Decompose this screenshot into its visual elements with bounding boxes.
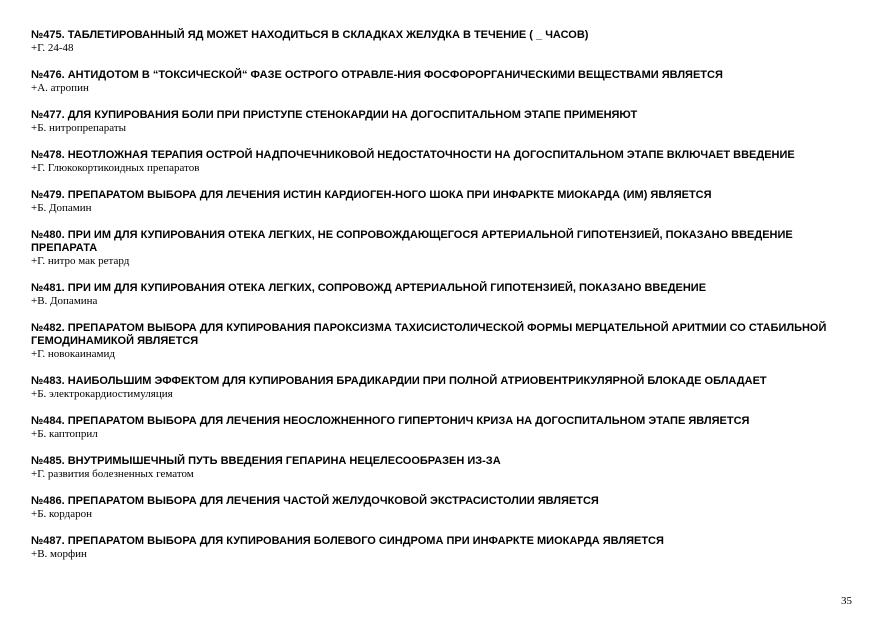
answer-text: +Г. Глюкокортикоидных препаратов bbox=[31, 162, 200, 174]
answer-text: +Г. 24-48 bbox=[31, 42, 74, 54]
question-item bbox=[31, 535, 861, 561]
question-text: №485. ВНУТРИМЫШЕЧНЫЙ ПУТЬ ВВЕДЕНИЯ ГЕПАРИНА НЕЦЕЛЕСООБРАЗЕН ИЗ-ЗА bbox=[31, 455, 501, 467]
question-item bbox=[31, 149, 861, 175]
answer-text: +В. Допамина bbox=[31, 295, 98, 307]
question-item bbox=[31, 69, 861, 95]
answer-text: +Б. электрокардиостимуляция bbox=[31, 388, 173, 400]
answer-text: +Б. Допамин bbox=[31, 202, 92, 214]
question-text: №476. АНТИДОТОМ В “ТОКСИЧЕСКОЙ“ ФАЗЕ ОСТРОГО ОТРАВЛЕ-НИЯ ФОСФОРОРГАНИЧЕСКИМИ ВЕЩЕСТВАМИ ЯВЛЯЕТСЯ bbox=[31, 69, 723, 81]
question-item bbox=[31, 109, 861, 135]
answer-text: +Б. каптоприл bbox=[31, 428, 98, 440]
question-item bbox=[31, 229, 861, 268]
answer-text: +Б. кордарон bbox=[31, 508, 93, 520]
question-text: №484. ПРЕПАРАТОМ ВЫБОРА ДЛЯ ЛЕЧЕНИЯ НЕОСЛОЖНЕННОГО ГИПЕРТОНИЧ КРИЗА НА ДОГОСПИТАЛЬНОМ ЭТАПЕ ЯВЛЯЕТСЯ bbox=[31, 415, 750, 427]
question-item bbox=[31, 282, 861, 308]
question-item bbox=[31, 322, 861, 361]
answer-text: +В. морфин bbox=[31, 548, 87, 560]
question-text: №475. ТАБЛЕТИРОВАННЫЙ ЯД МОЖЕТ НАХОДИТЬСЯ В СКЛАДКАХ ЖЕЛУДКА В ТЕЧЕНИЕ ( _ ЧАСОВ) bbox=[31, 29, 589, 41]
question-item bbox=[31, 189, 861, 215]
question-item bbox=[31, 29, 861, 55]
question-text: №481. ПРИ ИМ ДЛЯ КУПИРОВАНИЯ ОТЕКА ЛЕГКИХ, СОПРОВОЖД АРТЕРИАЛЬНОЙ ГИПОТЕНЗИЕЙ, ПОКАЗАНО ВВЕДЕНИЕ bbox=[31, 282, 707, 294]
question-list bbox=[31, 29, 861, 575]
question-text: №483. НАИБОЛЬШИМ ЭФФЕКТОМ ДЛЯ КУПИРОВАНИЯ БРАДИКАРДИИ ПРИ ПОЛНОЙ АТРИОВЕНТРИКУЛЯРНОЙ БЛОКАДЕ ОБЛАДАЕТ bbox=[31, 375, 767, 387]
question-text: №479. ПРЕПАРАТОМ ВЫБОРА ДЛЯ ЛЕЧЕНИЯ ИСТИН КАРДИОГЕН-НОГО ШОКА ПРИ ИНФАРКТЕ МИОКАРДА (ИМ) ЯВЛЯЕТСЯ bbox=[31, 189, 712, 201]
answer-text: +Г. нитро мак ретард bbox=[31, 255, 130, 267]
answer-text: +Г. новокаинамид bbox=[31, 348, 115, 360]
question-item bbox=[31, 495, 861, 521]
question-text: №477. ДЛЯ КУПИРОВАНИЯ БОЛИ ПРИ ПРИСТУПЕ СТЕНОКАРДИИ НА ДОГОСПИТАЛЬНОМ ЭТАПЕ ПРИМЕНЯЮТ bbox=[31, 109, 638, 121]
question-text: №480. ПРИ ИМ ДЛЯ КУПИРОВАНИЯ ОТЕКА ЛЕГКИХ, НЕ СОПРОВОЖДАЮЩЕГОСЯ АРТЕРИАЛЬНОЙ ГИПОТЕНЗИЕЙ, ПОКАЗАНО ВВЕДЕНИЕ ПРЕПАРАТА bbox=[31, 229, 793, 254]
answer-text: +Г. развития болезненных гематом bbox=[31, 468, 194, 480]
question-item bbox=[31, 455, 861, 481]
question-item bbox=[31, 415, 861, 441]
question-text: №486. ПРЕПАРАТОМ ВЫБОРА ДЛЯ ЛЕЧЕНИЯ ЧАСТОЙ ЖЕЛУДОЧКОВОЙ ЭКСТРАСИСТОЛИИ ЯВЛЯЕТСЯ bbox=[31, 495, 599, 507]
question-text: №487. ПРЕПАРАТОМ ВЫБОРА ДЛЯ КУПИРОВАНИЯ БОЛЕВОГО СИНДРОМА ПРИ ИНФАРКТЕ МИОКАРДА ЯВЛЯЕТСЯ bbox=[31, 535, 664, 547]
answer-text: +Б. нитропрепараты bbox=[31, 122, 127, 134]
question-text: №482. ПРЕПАРАТОМ ВЫБОРА ДЛЯ КУПИРОВАНИЯ ПАРОКСИЗМА ТАХИСИСТОЛИЧЕСКОЙ ФОРМЫ МЕРЦАТЕЛЬНОЙ АРИТМИИ СО СТАБИЛЬНОЙ ГЕМОДИНАМИКОЙ ЯВЛЯЕТСЯ bbox=[31, 322, 827, 347]
answer-text: +А. атропин bbox=[31, 82, 89, 94]
question-text: №478. НЕОТЛОЖНАЯ ТЕРАПИЯ ОСТРОЙ НАДПОЧЕЧНИКОВОЙ НЕДОСТАТОЧНОСТИ НА ДОГОСПИТАЛЬНОМ ЭТАПЕ ВКЛЮЧАЕТ ВВЕДЕНИЕ bbox=[31, 149, 795, 161]
page-number: 35 bbox=[841, 595, 852, 607]
question-item bbox=[31, 375, 861, 401]
